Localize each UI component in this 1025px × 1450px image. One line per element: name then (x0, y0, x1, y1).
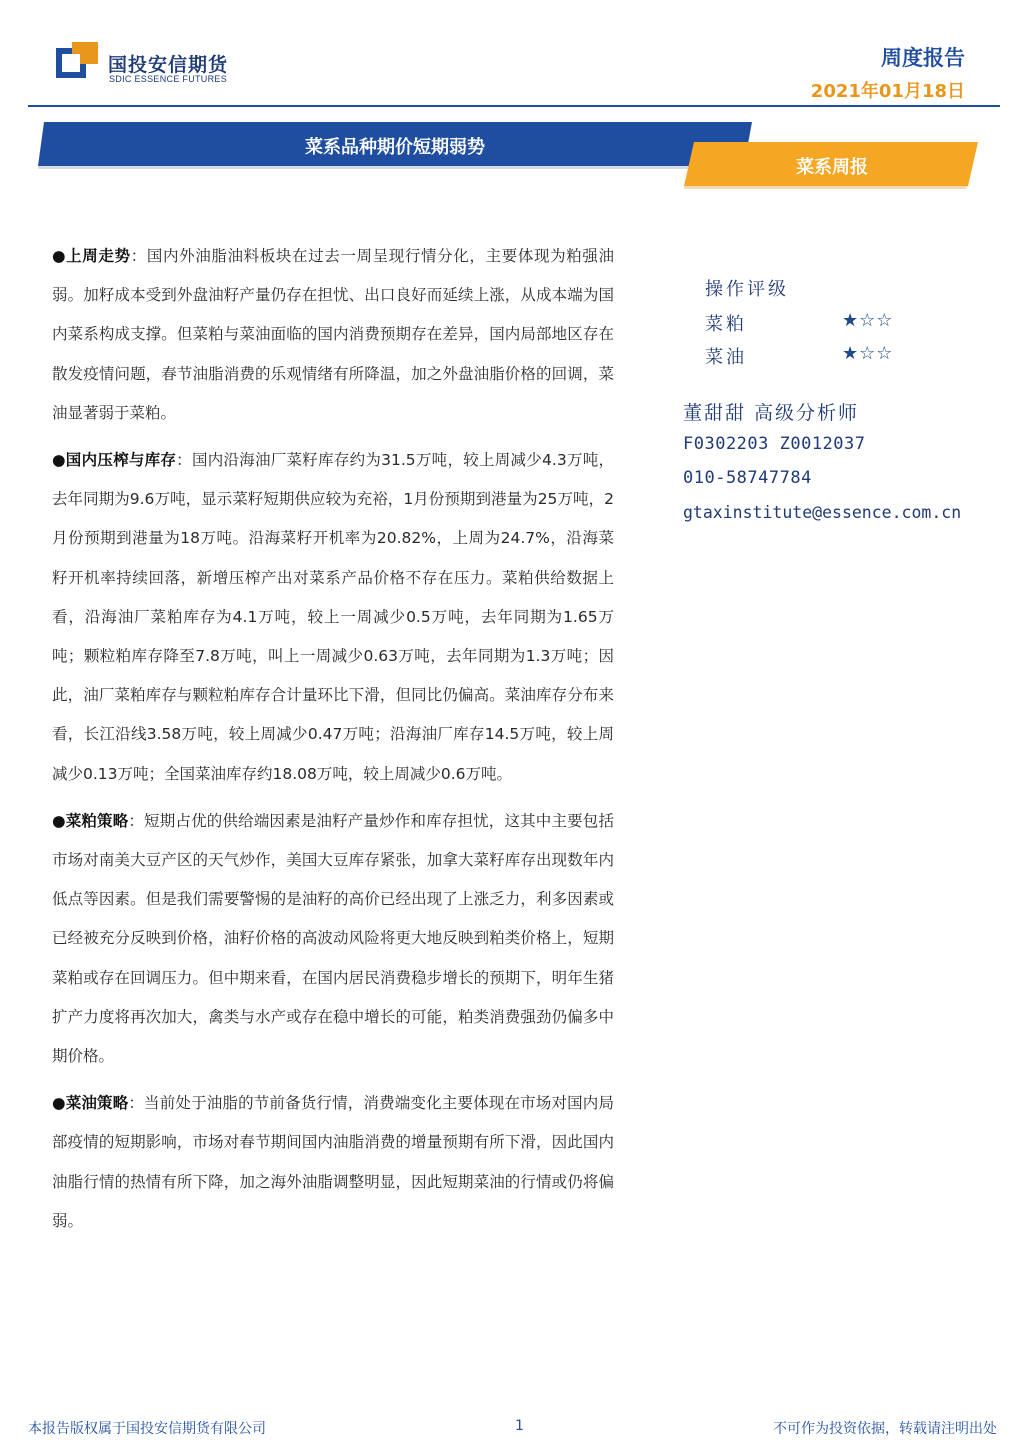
paragraph-text: ：短期占优的供给端因素是油籽产量炒作和库存担忧，这其中主要包括市场对南美大豆产区的天气炒作，美国大豆库存紧张，加拿大菜籽库存出现数年内低点等因素。但是我们需要警惕的是油籽的高价已经出现了上涨乏力，利多因素或已经被充分反映到价格，油籽价格的高波动风险将更大地反映到粕类价格上，短期菜粕或存在回调压力。但中期来看，在国内居民消费稳步增长的预期下，明年生猪扩产力度将再次加大，禽类与水产或存在稳中增长的可能，粕类消费强劲仍偏多中期价格。 (52, 811, 614, 1066)
company-logo-icon (56, 42, 100, 82)
report-body (52, 237, 614, 1249)
paragraph-heading: 国内压榨与库存 (65, 451, 177, 470)
bullet-icon: ● (52, 451, 66, 470)
rating-label-meal: 菜粕 (705, 314, 747, 335)
report-category-tag: 菜系周报 (796, 157, 868, 178)
analyst-email: gtaxinstitute@essence.com.cn (683, 503, 962, 522)
star-rating-icon: ★☆☆ (842, 310, 894, 331)
paragraph-heading: 菜油策略 (65, 1094, 129, 1113)
paragraph-crush-inventory (52, 441, 614, 794)
bullet-icon: ● (52, 1094, 66, 1113)
bullet-icon: ● (52, 247, 67, 265)
paragraph-heading: 上周走势 (66, 247, 131, 265)
paragraph-last-week (52, 237, 614, 433)
report-title: 菜系品种期价短期弱势 (305, 137, 485, 158)
header-divider (28, 105, 1000, 107)
report-date: 2021年01月18日 (810, 81, 965, 102)
analyst-certificate: F0302203 Z0012037 (683, 434, 866, 454)
star-rating-icon: ★☆☆ (842, 343, 894, 364)
rating-label-oil: 菜油 (705, 347, 747, 368)
analyst-phone: 010-58747784 (683, 468, 812, 488)
footer-disclaimer: 不可作为投资依据，转载请注明出处 (773, 1421, 997, 1437)
page-number: 1 (515, 1418, 524, 1434)
report-type: 周度报告 (881, 46, 965, 70)
bullet-icon: ● (52, 811, 66, 830)
paragraph-meal-strategy (52, 802, 614, 1076)
footer-copyright: 本报告版权属于国投安信期货有限公司 (28, 1421, 266, 1437)
company-name-cn: 国投安信期货 (108, 54, 229, 76)
rating-section-title: 操作评级 (705, 279, 789, 300)
paragraph-oil-strategy (52, 1084, 614, 1241)
company-name-en: SDIC ESSENCE FUTURES (109, 74, 228, 84)
paragraph-text: ：国内沿海油厂菜籽库存约为31.5万吨，较上周减少4.3万吨，去年同期为9.6万吨，显示菜籽短期供应较为充裕，1月份预期到港量为25万吨，2月份预期到港量为18万吨。沿海菜籽开机率为20.82%，上周为24.7%，沿海菜籽开机率持续回落，新增压榨产出对菜系产品价格不存在压力。菜粕供给数据上看，沿海油厂菜粕库存为4.1万吨，较上一周减少0.5万吨，去年同期为1.65万吨；颗粒粕库存降至7.8万吨，叫上一周减少0.63万吨，去年同期为1.3万吨；因此，油厂菜粕库存与颗粒粕库存合计量环比下滑，但同比仍偏高。菜油库存分布来看，长江沿线3.58万吨，较上周减少0.47万吨；沿海油厂库存14.5万吨，较上周减少0.13万吨；全国菜油库存约18.08万吨，较上周减少0.6万吨。 (52, 451, 614, 783)
analyst-name: 董甜甜 高级分析师 (683, 402, 860, 424)
paragraph-text: ：当前处于油脂的节前备货行情，消费端变化主要体现在市场对国内局部疫情的短期影响，市场对春节期间国内油脂消费的增量预期有所下滑，因此国内油脂行情的热情有所下降，加之海外油脂调整明显，因此短期菜油的行情或仍将偏弱。 (52, 1094, 614, 1230)
paragraph-heading: 菜粕策略 (65, 811, 129, 830)
paragraph-text: ：国内外油脂油料板块在过去一周呈现行情分化，主要体现为粕强油弱。加籽成本受到外盘油籽产量仍存在担忧、出口良好而延续上涨，从成本端为国内菜系构成支撑。但菜粕与菜油面临的国内消费预期存在差异，国内局部地区存在散发疫情问题，春节油脂消费的乐观情绪有所降温，加之外盘油脂价格的回调，菜油显著弱于菜粕。 (52, 247, 614, 422)
